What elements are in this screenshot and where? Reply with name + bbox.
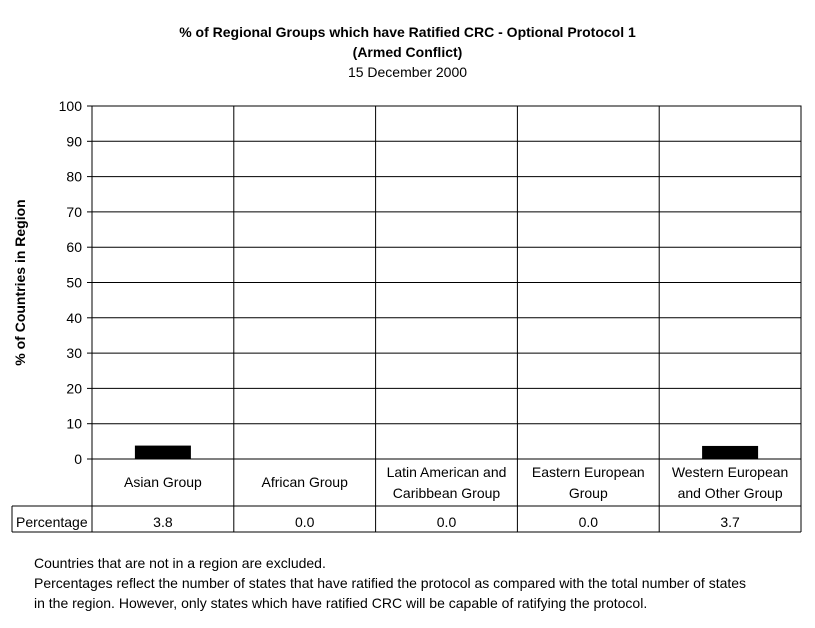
chart-title: % of Regional Groups which have Ratified CRC - Optional Protocol 1	[179, 24, 636, 40]
bar	[702, 446, 758, 459]
x-category-label: Caribbean Group	[392, 485, 501, 501]
y-tick-label: 90	[66, 133, 82, 150]
bar	[135, 446, 191, 459]
chart-notes	[34, 553, 804, 613]
data-label: 0.0	[436, 514, 457, 530]
data-label: 0.0	[578, 514, 599, 530]
table-row-label: Percentage	[16, 514, 88, 530]
y-tick-label: 40	[66, 309, 82, 326]
y-tick-label: 20	[66, 380, 82, 397]
chart-date: 15 December 2000	[347, 64, 468, 80]
y-tick-label: 0	[74, 451, 82, 467]
y-tick-label: 50	[66, 274, 82, 291]
note-line: Countries that are not in a region are excluded.	[34, 555, 326, 571]
chart-subtitle: (Armed Conflict)	[352, 44, 463, 60]
x-category-label: and Other Group	[677, 485, 783, 501]
x-category-label: Latin American and	[386, 464, 507, 480]
x-category-label: Asian Group	[123, 474, 202, 490]
x-category-label: Group	[568, 485, 608, 501]
data-label: 3.7	[720, 514, 740, 530]
y-tick-label: 80	[66, 168, 82, 185]
y-tick-label: 100	[58, 98, 82, 114]
data-label: 0.0	[294, 514, 315, 530]
y-tick-label: 10	[66, 415, 82, 432]
y-tick-label: 70	[66, 203, 82, 220]
x-category-label: Eastern European	[531, 464, 645, 480]
y-tick-label: 30	[66, 345, 82, 362]
note-line: Percentages reflect the number of states that have ratified the protocol as compared with the total number of states	[34, 575, 747, 591]
y-tick-label: 60	[66, 239, 82, 256]
note-line: in the region. However, only states which have ratified CRC will be capable of ratifying the protocol.	[34, 595, 648, 611]
x-category-label: African Group	[261, 474, 348, 490]
data-label: 3.8	[153, 514, 173, 530]
x-category-label: Western European	[671, 464, 789, 480]
y-axis-title: % of Countries in Region	[12, 199, 28, 366]
